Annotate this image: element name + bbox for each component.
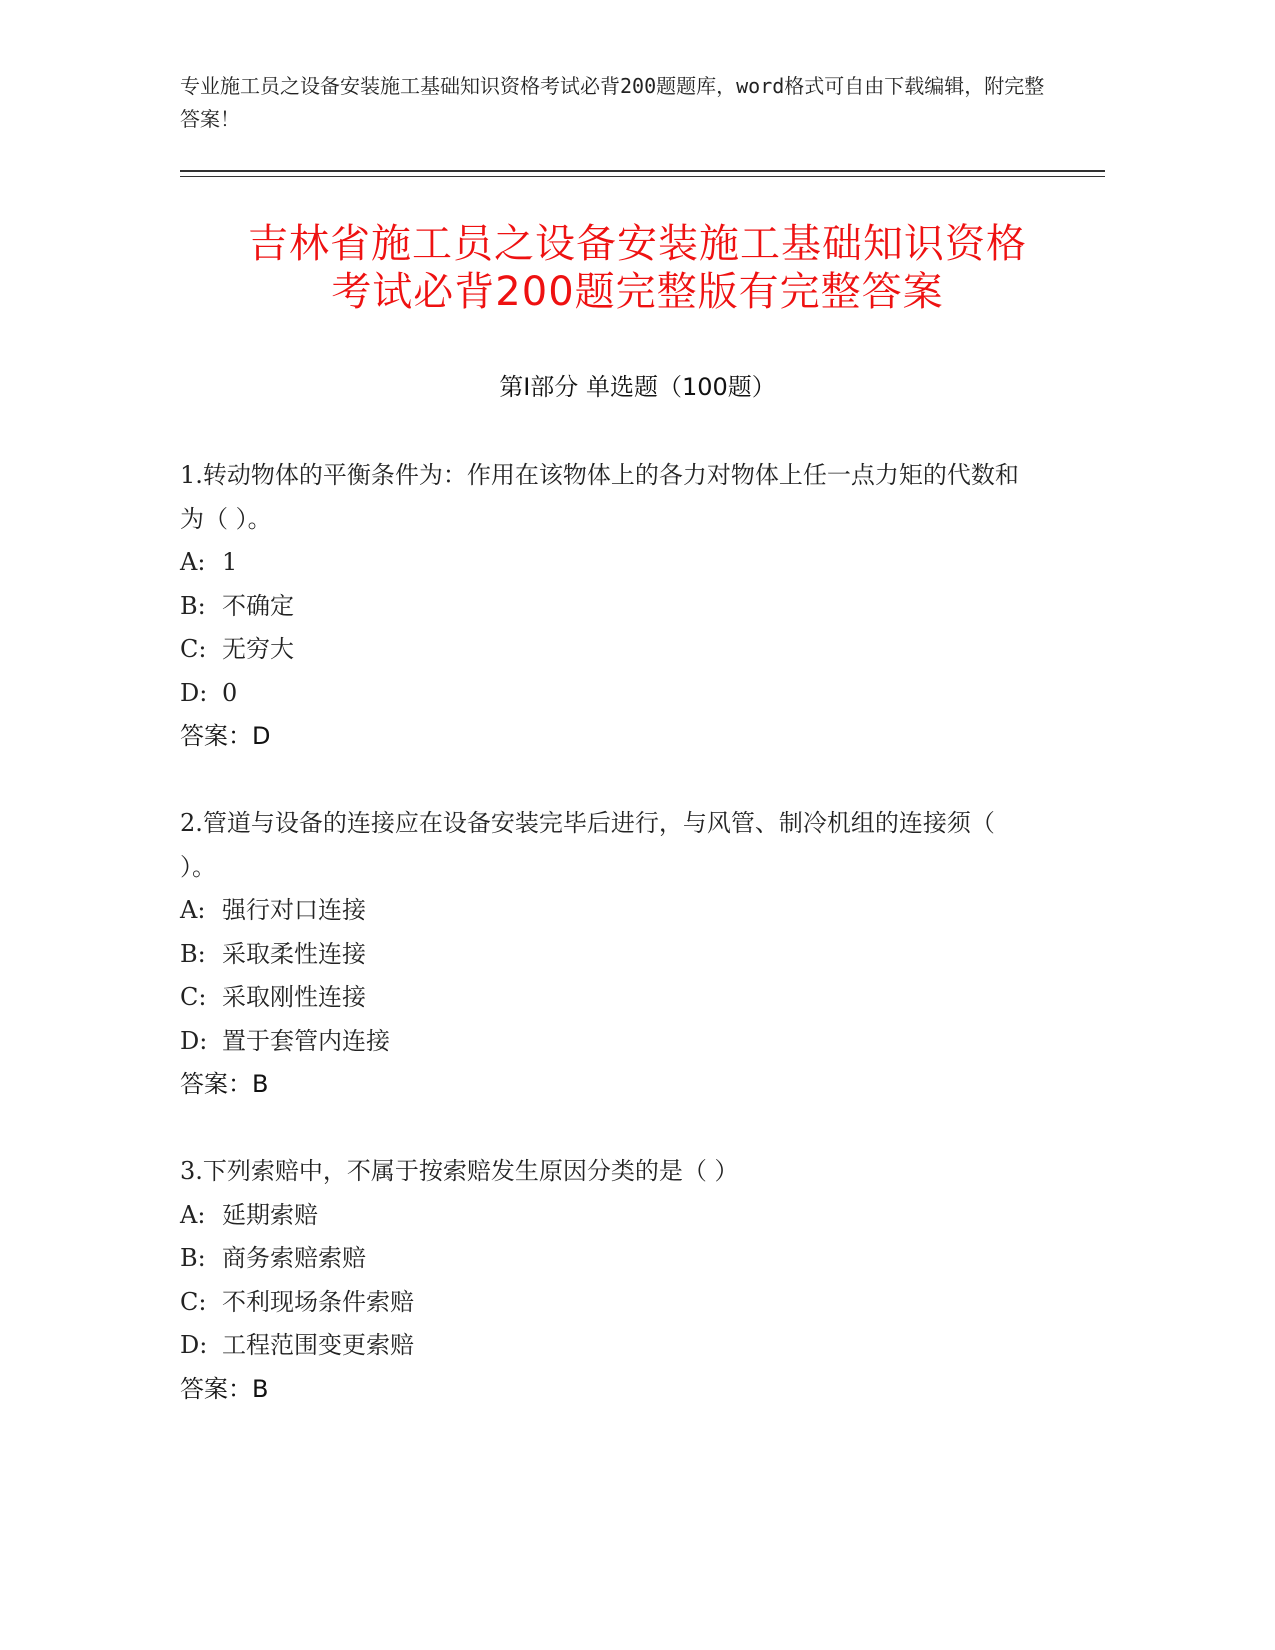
option-text: 不利现场条件索赔 bbox=[222, 1287, 414, 1316]
question-stem: 3.下列索赔中，不属于按索赔发生原因分类的是（ ） bbox=[180, 1157, 739, 1185]
option-d bbox=[180, 1020, 1030, 1064]
option-c bbox=[180, 1281, 1030, 1325]
option-letter: A: bbox=[180, 1200, 206, 1229]
option-letter: D: bbox=[180, 1026, 208, 1055]
option-text: 无穷大 bbox=[222, 635, 294, 663]
question-3 bbox=[180, 1150, 1030, 1411]
option-letter: A: bbox=[180, 548, 206, 576]
option-letter: B: bbox=[180, 1244, 206, 1272]
option-letter: D: bbox=[180, 1331, 208, 1359]
option-c bbox=[180, 976, 1030, 1020]
answer: 答案：B bbox=[180, 1070, 269, 1098]
answer: 答案：D bbox=[180, 722, 271, 750]
option-text: 不确定 bbox=[222, 591, 294, 620]
option-text: 置于套管内连接 bbox=[222, 1026, 390, 1055]
option-text: 强行对口连接 bbox=[222, 896, 366, 924]
option-a bbox=[180, 889, 1030, 933]
document-title bbox=[150, 220, 1125, 316]
option-text: 采取刚性连接 bbox=[222, 983, 366, 1011]
option-a bbox=[180, 1194, 1030, 1238]
document-title-line2: 考试必背200题完整版有完整答案 bbox=[331, 269, 944, 315]
option-b bbox=[180, 933, 1030, 977]
option-letter: D: bbox=[180, 678, 208, 707]
option-text: 采取柔性连接 bbox=[222, 939, 366, 968]
option-letter: A: bbox=[180, 896, 206, 924]
option-text: 工程范围变更索赔 bbox=[222, 1331, 414, 1359]
option-letter: C: bbox=[180, 635, 207, 663]
option-text: 1 bbox=[222, 548, 238, 576]
option-a bbox=[180, 541, 1030, 585]
answer: 答案：B bbox=[180, 1374, 269, 1403]
option-text: 0 bbox=[222, 678, 238, 707]
option-text: 商务索赔索赔 bbox=[222, 1244, 366, 1272]
header-divider-thin bbox=[180, 176, 1105, 177]
option-d bbox=[180, 1324, 1030, 1368]
option-b bbox=[180, 1237, 1030, 1281]
option-d bbox=[180, 672, 1030, 716]
option-c bbox=[180, 628, 1030, 672]
header-divider bbox=[180, 170, 1105, 172]
question-stem: 1.转动物体的平衡条件为：作用在该物体上的各力对物体上任一点力矩的代数和为（ ）。 bbox=[180, 461, 1019, 533]
option-text: 延期索赔 bbox=[222, 1200, 318, 1229]
option-letter: B: bbox=[180, 591, 206, 620]
option-letter: B: bbox=[180, 939, 206, 968]
question-stem: 2.管道与设备的连接应在设备安装完毕后进行，与风管、制冷机组的连接须（ ）。 bbox=[180, 809, 995, 881]
question-2 bbox=[180, 802, 1030, 1107]
option-letter: C: bbox=[180, 1287, 207, 1316]
option-letter: C: bbox=[180, 983, 207, 1011]
option-b bbox=[180, 585, 1030, 629]
header-note: 专业施工员之设备安装施工基础知识资格考试必背200题题库，word格式可自由下载编辑，附完整答案！ bbox=[180, 74, 1045, 131]
question-1 bbox=[180, 454, 1030, 759]
document-title-line1: 吉林省施工员之设备安装施工基础知识资格 bbox=[248, 221, 1027, 267]
section-title: 第Ⅰ部分 单选题（100题） bbox=[499, 373, 776, 401]
